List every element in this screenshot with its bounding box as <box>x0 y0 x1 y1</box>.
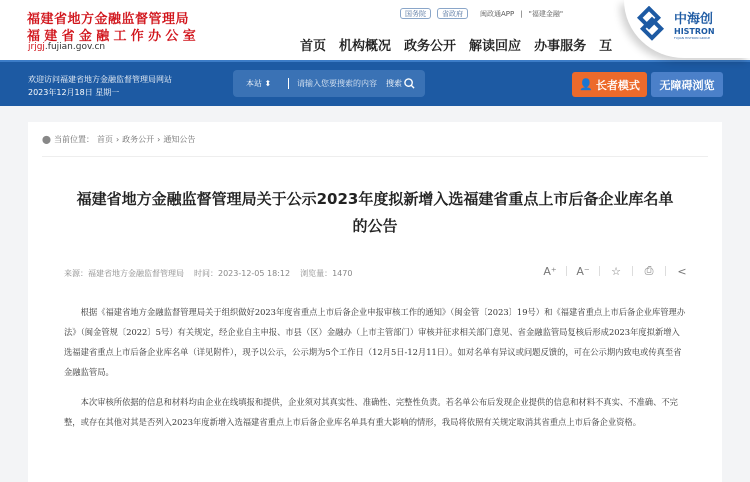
article-views: 浏览量：1470 <box>300 269 353 278</box>
article-title <box>28 186 722 240</box>
breadcrumb <box>42 134 195 145</box>
breadcrumb-label: 当前位置： <box>53 135 94 144</box>
updown-icon: ⬍ <box>264 79 272 88</box>
watermark-name: 中海创 <box>674 12 714 27</box>
elder-mode-label: 长者模式 <box>595 78 640 92</box>
article-paragraph: 本次审核所依据的信息和材料均由企业在线填报和提供，企业须对其真实性、准确性、完整性负责。若名单公布后发现企业提供的信息和材料不真实、不准确、不完整，或存在其他对其是否列入2023年度新增入选福建省重点上市后备企业库名单具有重大影响的情形，我局将依照有关规定取消其省重点上市后备企业资格。 <box>64 397 678 427</box>
article-tools <box>534 264 698 278</box>
scope-label: 本站 <box>246 79 262 88</box>
link-province-gov[interactable]: 省政府 <box>437 8 468 19</box>
person-icon: 👤 <box>579 78 593 91</box>
org-name: 福建省地方金融监督管理局 <box>27 12 190 27</box>
top-bar <box>0 60 750 106</box>
article-meta <box>64 268 352 279</box>
search-input[interactable]: 请输入您要搜索的内容 <box>297 79 377 88</box>
welcome-text: 欢迎访问福建省地方金融监督管理局网站 <box>28 75 172 84</box>
welcome-block <box>28 73 172 99</box>
chevron-icon: › <box>157 135 161 144</box>
domain-prefix: jrjgj <box>28 42 45 52</box>
domain-suffix: .fujian.gov.cn <box>44 42 106 52</box>
article-source: 来源：福建省地方金融监督管理局 <box>64 269 184 278</box>
breadcrumb-notices[interactable]: 通知公告 <box>163 135 196 144</box>
elder-mode-button[interactable] <box>572 72 647 97</box>
site-domain <box>28 42 105 52</box>
print-icon[interactable]: ⎙ <box>644 264 654 277</box>
nav-interact[interactable]: 互 <box>599 39 613 54</box>
nav-public[interactable]: 政务公开 <box>404 39 457 54</box>
divider <box>288 78 289 89</box>
main-nav <box>300 35 612 54</box>
breadcrumb-home[interactable]: 首页 <box>96 135 113 144</box>
nav-home[interactable]: 首页 <box>300 39 327 54</box>
accessibility-button[interactable]: 无障碍浏览 <box>651 72 723 97</box>
watermark-sub: FUJIAN HISTRON GROUP <box>674 36 711 40</box>
location-icon: ⬤ <box>42 135 51 144</box>
breadcrumb-public[interactable]: 政务公开 <box>122 135 155 144</box>
watermark-en: HISTRON <box>674 27 715 36</box>
search-box <box>233 70 425 97</box>
link-state-council[interactable]: 国务院 <box>400 8 431 19</box>
star-icon[interactable]: ☆ <box>611 264 621 278</box>
histron-watermark <box>634 6 715 42</box>
title-line-1: 福建省地方金融监督管理局关于公示2023年度拟新增入选福建省重点上市后备企业库名单 <box>76 190 674 208</box>
share-icon[interactable]: < <box>677 264 687 278</box>
nav-interpret[interactable]: 解读回应 <box>469 39 522 54</box>
article-card <box>28 122 722 482</box>
nav-about[interactable]: 机构概况 <box>339 39 392 54</box>
divider <box>42 156 708 157</box>
top-links <box>400 8 563 19</box>
search-icon <box>404 78 415 89</box>
article-paragraph: 根据《福建省地方金融监督管理局关于组织做好2023年度省重点上市后备企业申报审核工作的通知》（闽金管〔2023〕19号）和《福建省重点上市后备企业库管理办法》（闽金管规〔2022〕5号）有关规定，经企业自主申报、市县（区）金融办（上市主管部门）审核并征求相关部门意见、省金融监管局复核后形成2023年度拟新增入选福建省重点上市后备企业库名单（详见附件），现予以公示，公示期为5个工作日（12月5日-12月11日）。如对名单有异议或问题反馈的，可在公示期内致电或传真至省金融监管局。 <box>64 307 686 377</box>
article-time: 时间：2023-12-05 18:12 <box>194 269 291 278</box>
current-date: 2023年12月18日 星期一 <box>28 88 120 97</box>
search-label: 搜索 <box>386 79 402 88</box>
office-name: 福建省金融工作办公室 <box>27 29 201 44</box>
link-wechat[interactable]: "福建金融" <box>528 9 564 18</box>
link-app[interactable]: 闽政通APP <box>480 9 515 18</box>
search-scope-select[interactable] <box>233 78 288 89</box>
nav-services[interactable]: 办事服务 <box>534 39 587 54</box>
title-line-2: 的公告 <box>352 217 398 235</box>
font-increase-icon[interactable]: A⁺ <box>543 264 557 278</box>
divider: | <box>520 9 523 18</box>
histron-logo-icon <box>634 6 670 42</box>
chevron-icon: › <box>115 135 120 144</box>
font-decrease-icon[interactable]: A⁻ <box>576 264 590 278</box>
search-button[interactable] <box>386 78 415 89</box>
